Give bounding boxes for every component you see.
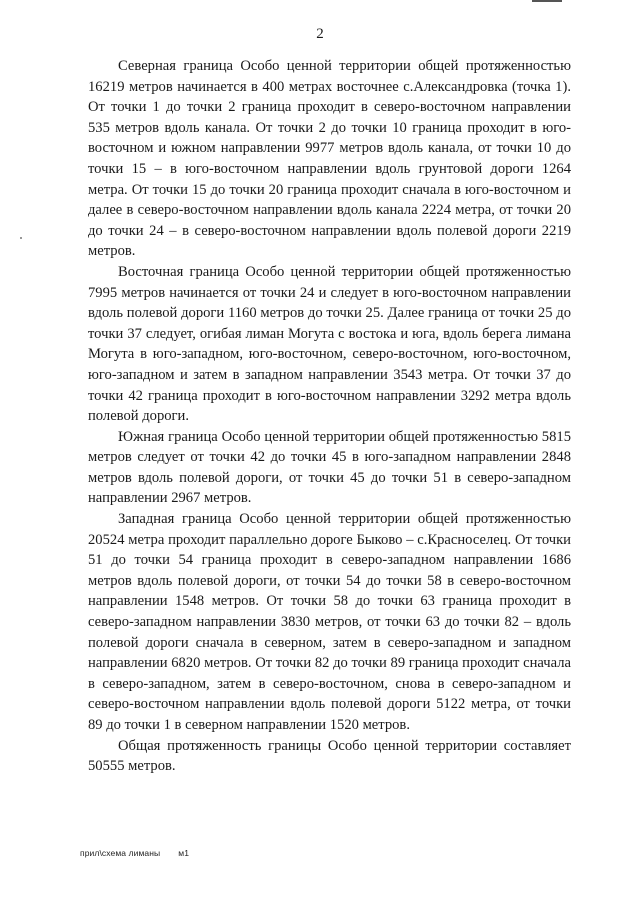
footer-path: прил\схема лиманы — [80, 848, 161, 858]
paragraph-east-boundary: Восточная граница Особо ценной территории общей протяженностью 7995 метров начинается от точки 24 и следует в юго-восточном направлении вдоль полевой дороги 1160 метров до точки 25. Далее граница от точки 25 до точки 37 следует, огибая лиман Могута с востока и юга, вдоль берега лимана Могута в юго-западном, юго-восточном, северо-восточном, юго-восточном, юго-западном и затем в западном направлении 3543 метра. От точки 37 до точки 42 граница проходит в юго-восточном направлении 3292 метра вдоль полевой дороги. — [88, 263, 571, 425]
scan-artifact-line — [532, 0, 562, 2]
footer-suffix: м1 — [178, 848, 190, 858]
paragraph-south-boundary: Южная граница Особо ценной территории общей протяженностью 5815 метров следует от точки 42 до точки 45 в юго-западном направлении 2848 метров вдоль полевой дороги, от точки 45 до точки 51 в северо-западном направлении 2967 метров. — [88, 428, 571, 507]
page-number: 2 — [316, 26, 324, 42]
document-body — [88, 56, 571, 777]
paragraph-total-length: Общая протяженность границы Особо ценной территории составляет 50555 метров. — [88, 737, 571, 775]
file-path-footer — [80, 848, 189, 858]
paragraph-north-boundary: Северная граница Особо ценной территории общей протяженностью 16219 метров начинается в 400 метрах восточнее с.Александровка (точка 1). От точки 1 до точки 2 граница проходит в северо-восточном направлении 535 метров вдоль канала. От точки 2 до точки 10 граница проходит в юго-восточном и южном направлении 9977 метров вдоль канала, от точки 10 до точки 15 – в юго-восточном направлении вдоль грунтовой дороги 1264 метра. От точки 15 до точки 20 граница проходит сначала в юго-восточном и далее в северо-восточном направлении вдоль канала 2224 метра, от точки 20 до точки 24 – в северо-восточном направлении вдоль полевой дороги 2219 метров. — [88, 58, 571, 260]
paragraph-west-boundary: Западная граница Особо ценной территории общей протяженностью 20524 метра проходит параллельно дороге Быково – с.Красноселец. От точки 51 до точки 54 граница проходит в северо-западном направлении 1686 метров вдоль полевой дороги, от точки 54 до точки 58 в северо-восточном направлении 1548 метров. От точки 58 до точки 63 граница проходит в северо-западном направлении 3830 метров, от точки 63 до точки 82 – вдоль полевой дороги сначала в северном, затем в северо-западном и западном направлении 6820 метров. От точки 82 до точки 89 граница проходит сначала в северо-западном, затем в северо-восточном, снова в северо-западном и северо-восточном направлении вдоль полевой дороги 5122 метра, от точки 89 до точки 1 в северном направлении 1520 метров. — [88, 511, 571, 733]
scan-speck — [20, 237, 22, 239]
